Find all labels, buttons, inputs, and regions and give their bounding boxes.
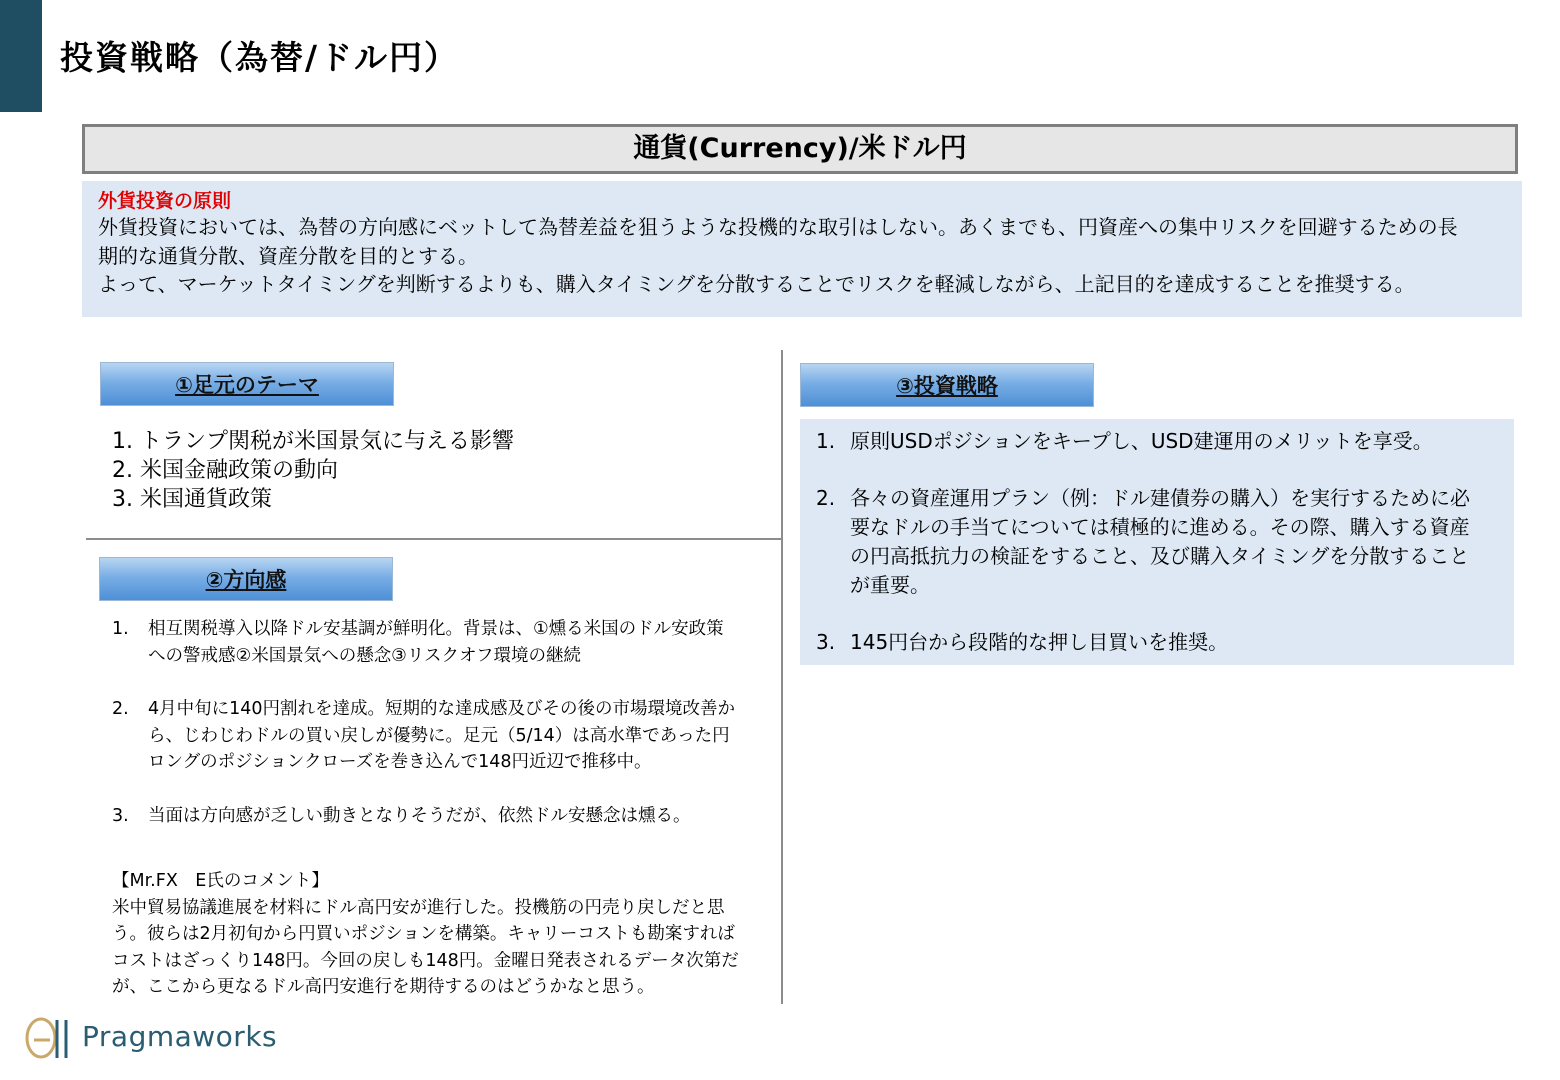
list-number: 3. [112,805,129,826]
direction-list [112,616,740,856]
list-number: 1. [112,619,129,639]
principle-heading: 外貨投資の原則 [98,190,232,212]
principle-line: 期的な通貨分散、資産分散を目的とする。 [98,243,478,268]
logo-text: Pragmaworks [82,1020,278,1053]
list-text: 原則USDポジションをキープし、USD建運用のメリットを享受。 [850,429,1433,453]
principle-line: 外貨投資においては、為替の方向感にベットして為替差益を狙うような投機的な取引はしない。あくまでも、円資産への集中リスクを回避するための長 [98,215,1458,239]
pragmaworks-logo-icon [24,1014,74,1062]
list-item [112,616,740,669]
comment-heading: 【Mr.FX E氏のコメント】 [112,871,329,891]
section-divider [86,538,782,540]
list-text: 相互関税導入以降ドル安基調が鮮明化。背景は、①燻る米国のドル安政策への警戒感②米国景気への懸念③リスクオフ環境の継続 [148,619,724,666]
list-item [816,628,1488,657]
expert-comment [112,868,740,1001]
comment-text: 米中貿易協議進展を材料にドル高円安が進行した。投機筋の円売り戻しだと思う。彼らは2月初旬から円買いポジションを構築。キャリーコストも勘案すればコストはざっくり148円。今回の戻しも148円。金曜日発表されるデータ次第だが、ここから更なるドル高円安進行を期待するのはどうかなと思う。 [112,897,739,997]
direction-section-header: ②方向感 [99,557,393,601]
list-text: 145円台から段階的な押し目買いを推奨。 [850,630,1229,654]
list-item [112,803,740,830]
list-number: 1. [816,429,836,453]
page-title: 投資戦略（為替/ドル円） [60,38,460,77]
list-item [112,696,740,776]
list-number: 3. [816,630,836,654]
principle-line: よって、マーケットタイミングを判断するよりも、購入タイミングを分散することでリスクを軽減しながら、上記目的を達成することを推奨する。 [98,272,1415,296]
title-accent-bar [0,0,42,112]
column-divider [781,350,783,1004]
currency-header: 通貨(Currency)/米ドル円 [82,124,1518,174]
theme-list [112,427,514,514]
strategy-list [816,427,1488,685]
list-item: 2. 米国金融政策の動向 [112,458,338,483]
list-item [816,427,1488,456]
strategy-section-header: ③投資戦略 [800,363,1094,407]
strategy-panel [800,419,1514,665]
list-item: 1. トランプ関税が米国景気に与える影響 [112,429,514,454]
list-text: 当面は方向感が乏しい動きとなりそうだが、依然ドル安懸念は燻る。 [148,805,691,826]
list-text: 各々の資産運用プラン（例：ドル建債券の購入）を実行するために必要なドルの手当てについては積極的に進める。その際、購入する資産の円高抵抗力の検証をすること、及び購入タイミングを分散することが重要。 [850,486,1470,597]
list-item [816,484,1488,600]
list-text: 4月中旬に140円割れを達成。短期的な達成感及びその後の市場環境改善から、じわじわドルの買い戻しが優勢に。足元（5/14）は高水準であった円ロングのポジションクローズを巻き込んで148円近辺で推移中。 [148,699,736,772]
theme-section-header: ①足元のテーマ [100,362,394,406]
list-number: 2. [816,486,836,510]
list-number: 2. [112,699,129,719]
principle-panel [82,181,1522,317]
list-item: 3. 米国通貨政策 [112,487,272,512]
